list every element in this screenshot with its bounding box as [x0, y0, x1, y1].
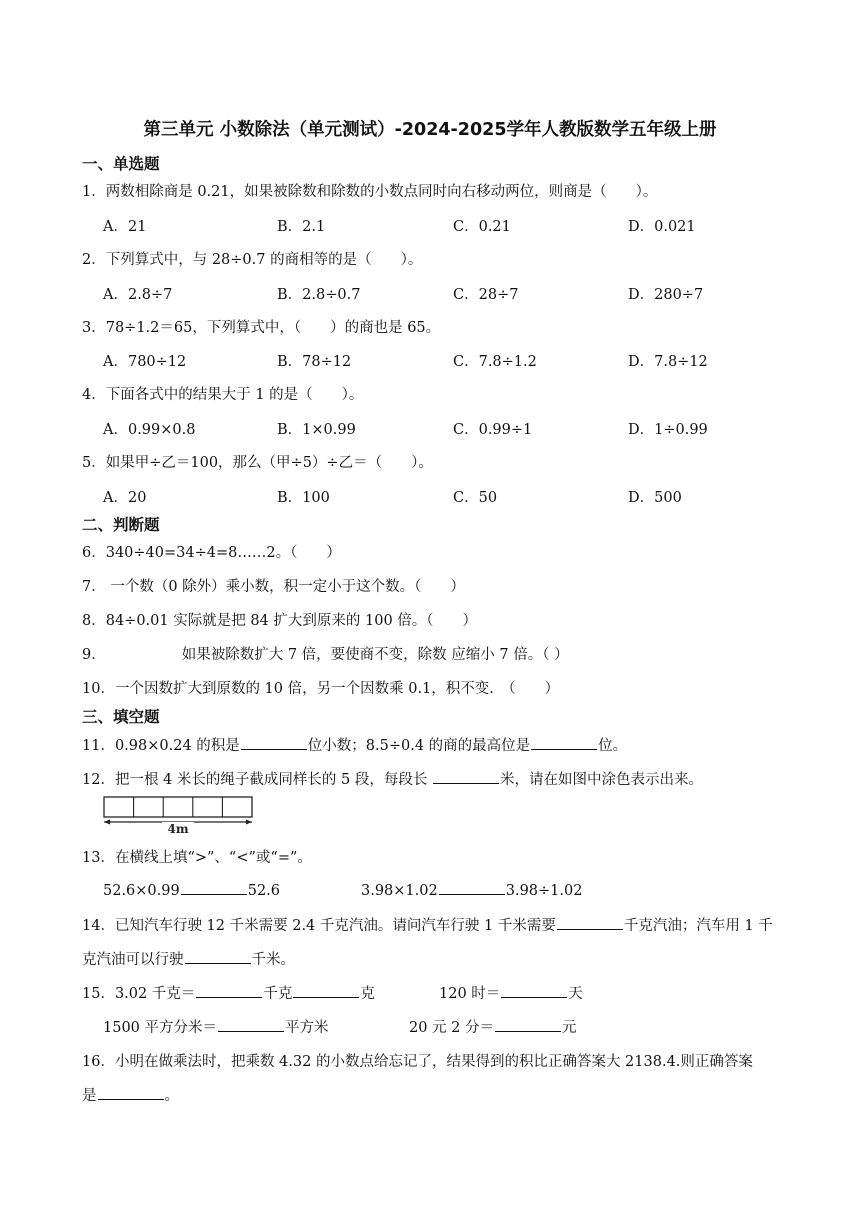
q1-option-b: B．2.1 — [277, 219, 326, 235]
question-10: 10．一个因数扩大到原数的 10 倍，另一个因数乘 0.1，积不变. （ ） — [82, 681, 560, 697]
question-7: 7． 一个数（0 除外）乘小数，积一定小于这个数。（ ） — [82, 579, 465, 595]
q15-text-3: 克 — [360, 986, 375, 1002]
q3-option-d: D．7.8÷12 — [628, 354, 708, 370]
question-15-part-2 — [439, 982, 583, 1003]
q14-text-4: 千米。 — [251, 952, 295, 968]
q13-expr-1-right: 52.6 — [247, 883, 281, 899]
arrow-left-icon — [104, 820, 110, 825]
answer-blank[interactable] — [218, 1017, 284, 1032]
q1-option-c: C．0.21 — [453, 219, 511, 235]
question-16-line-1: 16．小明在做乘法时，把乘数 4.32 的小数点给忘记了，结果得到的积比正确答案大 2138.4.则正确答案 — [82, 1054, 753, 1070]
answer-blank[interactable] — [196, 983, 262, 998]
section-heading-true-false: 二、判断题 — [82, 516, 160, 534]
q12-text-2: 米，请在如图中涂色表示出来。 — [499, 772, 703, 788]
question-4: 4．下面各式中的结果大于 1 的是（ ）。 — [82, 387, 364, 403]
q2-option-d: D．280÷7 — [628, 287, 704, 303]
answer-blank[interactable] — [433, 769, 499, 784]
answer-blank[interactable] — [185, 949, 251, 964]
question-6: 6．340÷40=34÷4=8……2。（ ） — [82, 545, 341, 561]
question-9-number: 9． — [82, 647, 106, 663]
q15-text-8: 20 元 2 分＝ — [409, 1020, 495, 1036]
question-8: 8．84÷0.01 实际就是把 84 扩大到原来的 100 倍。（ ） — [82, 613, 478, 629]
q4-option-c: C．0.99÷1 — [453, 422, 533, 438]
q13-expression-1 — [103, 880, 280, 899]
q15-text-5: 天 — [568, 986, 583, 1002]
question-5: 5．如果甲÷乙＝100，那么（甲÷5）÷乙＝（ ）。 — [82, 455, 433, 471]
q4-option-d: D．1÷0.99 — [628, 422, 708, 438]
q3-option-c: C．7.8÷1.2 — [453, 354, 537, 370]
q14-text-3: 克汽油可以行驶 — [82, 952, 184, 968]
q5-option-c: C．50 — [453, 490, 498, 506]
q2-option-a: A．2.8÷7 — [103, 287, 173, 303]
q1-option-a: A．21 — [103, 219, 147, 235]
q3-option-a: A．780÷12 — [103, 354, 187, 370]
q4-option-a: A．0.99×0.8 — [103, 422, 196, 438]
q2-option-b: B．2.8÷0.7 — [277, 287, 361, 303]
q14-text-2: 千克汽油；汽车用 1 千 — [623, 918, 773, 934]
q14-text-1: 14．已知汽车行驶 12 千米需要 2.4 千克汽油。请问汽车行驶 1 千米需要 — [82, 918, 556, 934]
arrow-right-icon — [246, 820, 252, 825]
answer-blank[interactable] — [495, 1017, 561, 1032]
answer-blank[interactable] — [98, 1085, 164, 1100]
q5-option-a: A．20 — [103, 490, 147, 506]
question-14-line-1 — [82, 914, 773, 935]
question-15-line-1 — [82, 982, 375, 1003]
answer-blank[interactable] — [181, 880, 247, 895]
answer-blank[interactable] — [241, 735, 307, 750]
q15-text-1: 15．3.02 千克＝ — [82, 986, 196, 1002]
question-15-part-3 — [103, 1016, 329, 1037]
q5-option-d: D．500 — [628, 490, 682, 506]
question-2: 2．下列算式中，与 28÷0.7 的商相等的是（ ）。 — [82, 252, 423, 268]
q1-option-d: D．0.021 — [628, 219, 696, 235]
question-16-line-2 — [82, 1084, 179, 1105]
q13-expr-1-left: 52.6×0.99 — [103, 883, 180, 899]
q11-text-2: 位小数；8.5÷0.4 的商的最高位是 — [307, 738, 531, 754]
q15-text-4: 120 时＝ — [439, 986, 501, 1002]
rope-length-label: 4m — [167, 822, 189, 836]
question-15-part-4 — [409, 1016, 577, 1037]
question-12 — [82, 768, 703, 789]
q4-option-b: B．1×0.99 — [277, 422, 356, 438]
q16-text-3: 。 — [164, 1088, 179, 1104]
answer-blank[interactable] — [439, 880, 505, 895]
question-9 — [82, 643, 569, 664]
q16-text-2: 是 — [82, 1088, 97, 1104]
q11-text-3: 位。 — [598, 738, 628, 754]
q15-text-6: 1500 平方分米＝ — [103, 1020, 218, 1036]
q13-expression-2 — [361, 880, 582, 899]
q3-option-b: B．78÷12 — [277, 354, 352, 370]
page-title: 第三单元 小数除法（单元测试）-2024-2025学年人教版数学五年级上册 — [143, 120, 717, 140]
q2-option-c: C．28÷7 — [453, 287, 519, 303]
q13-expr-2-left: 3.98×1.02 — [361, 883, 438, 899]
answer-blank[interactable] — [293, 983, 359, 998]
answer-blank[interactable] — [531, 735, 597, 750]
question-13: 13．在横线上填“>”、“<”或“=”。 — [82, 850, 312, 866]
question-14-line-2 — [82, 948, 295, 969]
question-1: 1．两数相除商是 0.21，如果被除数和除数的小数点同时向右移动两位，则商是（ ）。 — [82, 184, 658, 200]
answer-blank[interactable] — [501, 983, 567, 998]
q15-text-7: 平方米 — [285, 1020, 329, 1036]
q15-text-2: 千克 — [263, 986, 293, 1002]
question-3: 3．78÷1.2＝65，下列算式中，（ ）的商也是 65。 — [82, 320, 441, 336]
question-11 — [82, 734, 627, 755]
rope-bar — [104, 797, 252, 817]
q13-expr-2-right: 3.98÷1.02 — [505, 883, 583, 899]
q5-option-b: B．100 — [277, 490, 330, 506]
q15-text-9: 元 — [562, 1020, 577, 1036]
answer-blank[interactable] — [557, 915, 623, 930]
q12-text-1: 12．把一根 4 米长的绳子截成同样长的 5 段，每段长 — [82, 772, 432, 788]
section-heading-fill-in: 三、填空题 — [82, 708, 160, 726]
q11-text-1: 11．0.98×0.24 的积是 — [82, 738, 240, 754]
question-9-text: 如果被除数扩大 7 倍，要使商不变，除数 应缩小 7 倍。（ ） — [181, 647, 569, 663]
section-heading-single-choice: 一、单选题 — [82, 155, 160, 173]
rope-diagram[interactable] — [100, 796, 256, 836]
